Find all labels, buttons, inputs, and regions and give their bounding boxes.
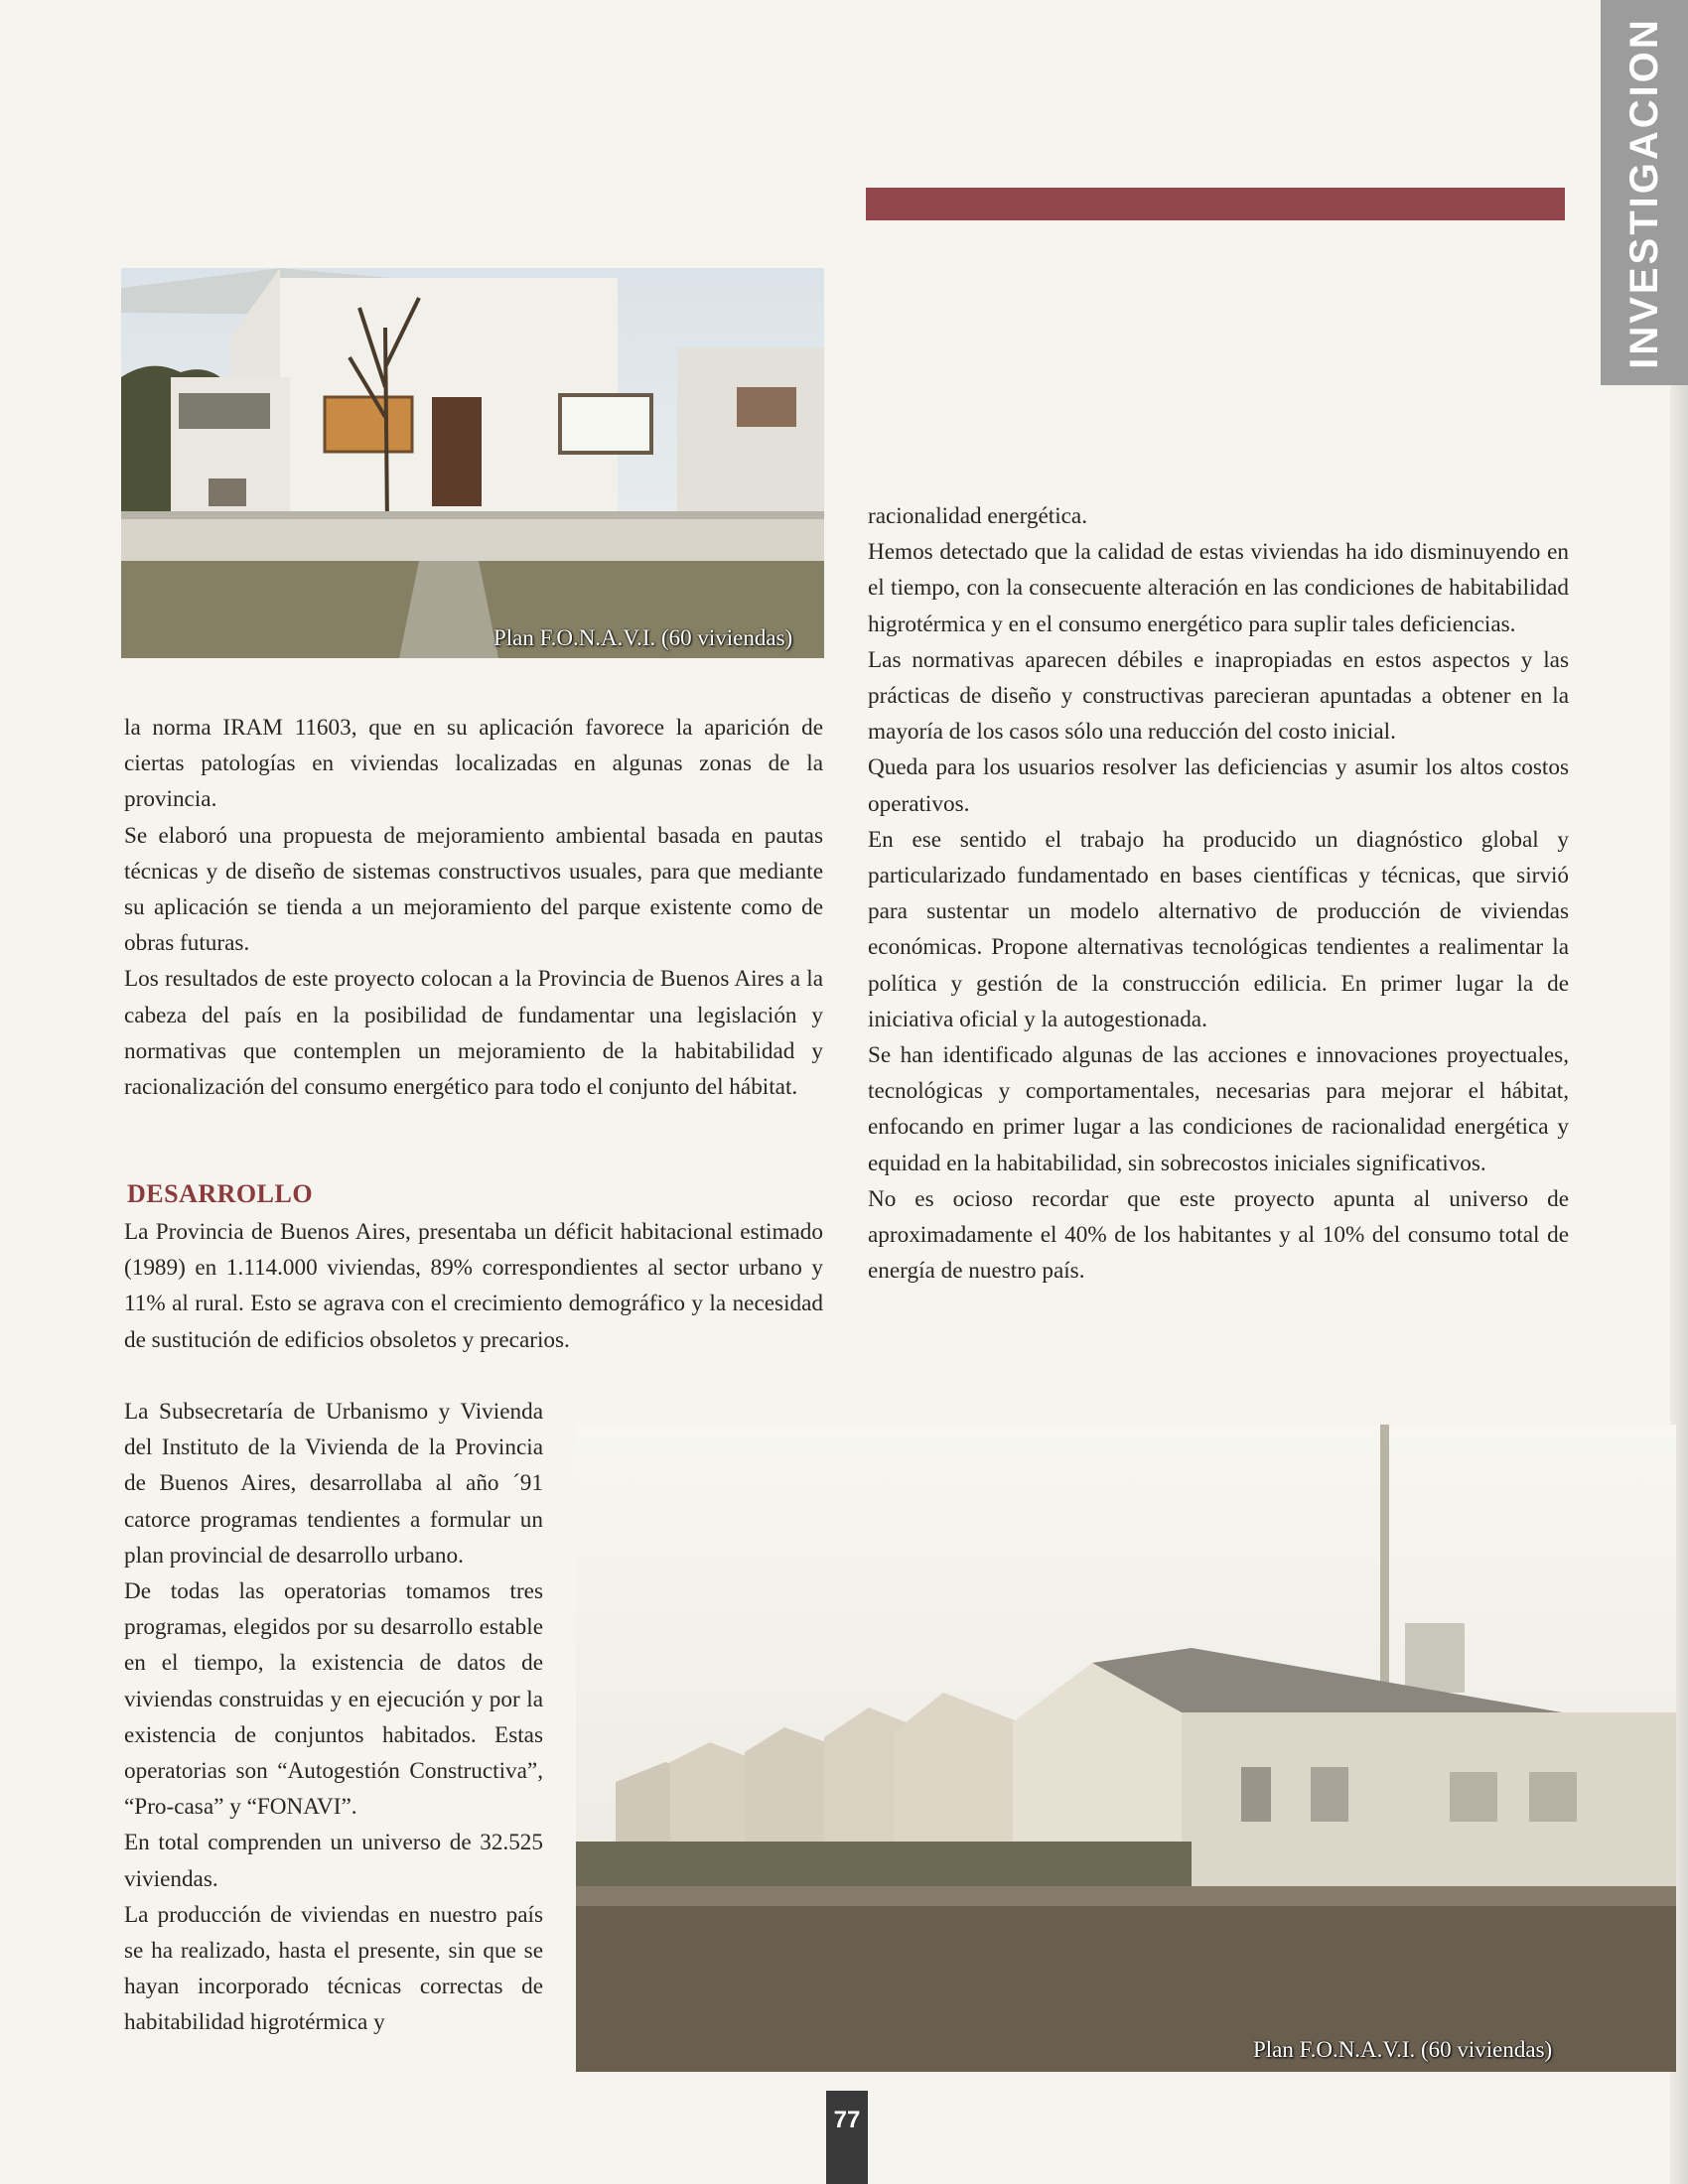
paragraph: De todas las operatorias tomamos tres programas, elegidos por su desarrollo estable en el tiempo, la existencia de datos de viviendas construidas y en ejecución y por la existencia de conjuntos habitados. Estas operatorias son “Autogestión Constructiva”, “Pro-casa” y “FONAVI”.: [124, 1578, 543, 1821]
paragraph: No es ocioso recordar que este proyecto apunta al universo de aproximadamente el 40% de los habitantes y al 10% del consumo total de energía de nuestro país.: [868, 1185, 1569, 1285]
paragraph: Los resultados de este proyecto colocan a la Provincia de Buenos Aires a la cabeza del país en la posibilidad de fundamentar una legislación y normativas que contemplen un mejoramiento de la habitabilidad y racionalización del consumo energético para todo el conjunto del hábitat.: [124, 966, 823, 1101]
paragraph: la norma IRAM 11603, que en su aplicación favorece la aparición de ciertas patologías en viviendas localizadas en algunas zonas de la provincia.: [124, 715, 823, 813]
section-tab-label: INVESTIGACION: [1621, 16, 1666, 369]
photo-bottom-houses: [576, 1425, 1676, 2072]
paragraph: Se han identificado algunas de las acciones e innovaciones proyectuales, tecnológicas y comportamentales, necesarias para mejorar el hábitat, enfocando en primer lugar a las condiciones de racionalidad energética y equidad en la habitabilidad, sin sobrecostos iniciales significativos.: [868, 1042, 1569, 1176]
paragraph: La producción de viviendas en nuestro país se ha realizado, hasta el presente, sin que se hayan incorporado técnicas correctas de habitabilidad higrotérmica y: [124, 1901, 543, 2036]
accent-bar: [866, 188, 1565, 220]
paragraph: Las normativas aparecen débiles e inapropiadas en estos aspectos y las prácticas de diseño y constructivas parecieran apuntadas a obtener en la mayoría de los casos sólo una reducción del costo inicial.: [868, 646, 1569, 746]
paragraph: En total comprenden un universo de 32.525 viviendas.: [124, 1830, 543, 1892]
paragraph: La Subsecretaría de Urbanismo y Vivienda del Instituto de la Vivienda de la Provincia de Buenos Aires, desarrollaba al año ´91 catorce programas tendientes a formular un plan provincial de desarrollo urbano.: [124, 1399, 543, 1569]
paragraph: La Provincia de Buenos Aires, presentaba un déficit habitacional estimado (1989) en 1.114.000 viviendas, 89% correspondientes al sector urbano y 11% al rural. Esto se agrava con el crecimiento demográfico y la necesidad de sustitución de edificios obsoletos y precarios.: [124, 1219, 823, 1353]
photo-top-caption: Plan F.O.N.A.V.I. (60 viviendas): [493, 625, 793, 650]
left-column-text: [124, 710, 823, 1105]
section-tab-label-wrap: [1601, 0, 1688, 385]
paragraph: Queda para los usuarios resolver las deficiencias y asumir los altos costos operativos.: [868, 754, 1569, 817]
paragraph: Se elaboró una propuesta de mejoramiento ambiental basada en pautas técnicas y de diseño de sistemas constructivos usuales, para que mediante su aplicación se tienda a un mejoramiento del parque existente como de obras futuras.: [124, 822, 823, 957]
paragraph: racionalidad energética.: [868, 503, 1088, 529]
section-narrow-text: [124, 1394, 543, 2041]
page-number-box: [826, 2091, 868, 2184]
section-wide-text: [124, 1214, 823, 1358]
photo-bottom-caption: Plan F.O.N.A.V.I. (60 viviendas): [1253, 2037, 1553, 2062]
photo-top-house: [121, 268, 824, 658]
paragraph: Hemos detectado que la calidad de estas viviendas ha ido disminuyendo en el tiempo, con la consecuente alteración en las condiciones de habitabilidad higrotérmica y en el consumo energético para suplir tales deficiencias.: [868, 539, 1569, 637]
paragraph: En ese sentido el trabajo ha producido un diagnóstico global y particularizado fundamentado en bases científicas y técnicas, que sirvió para sustentar un modelo alternativo de producción de viviendas económicas. Propone alternativas tecnológicas tendientes a realimentar la política y gestión de la construcción edilicia. En primer lugar la de iniciativa oficial y la autogestionada.: [868, 826, 1569, 1032]
page-number: 77: [833, 2107, 861, 2133]
right-column-text: [868, 498, 1569, 1289]
section-heading: DESARROLLO: [127, 1179, 314, 1208]
